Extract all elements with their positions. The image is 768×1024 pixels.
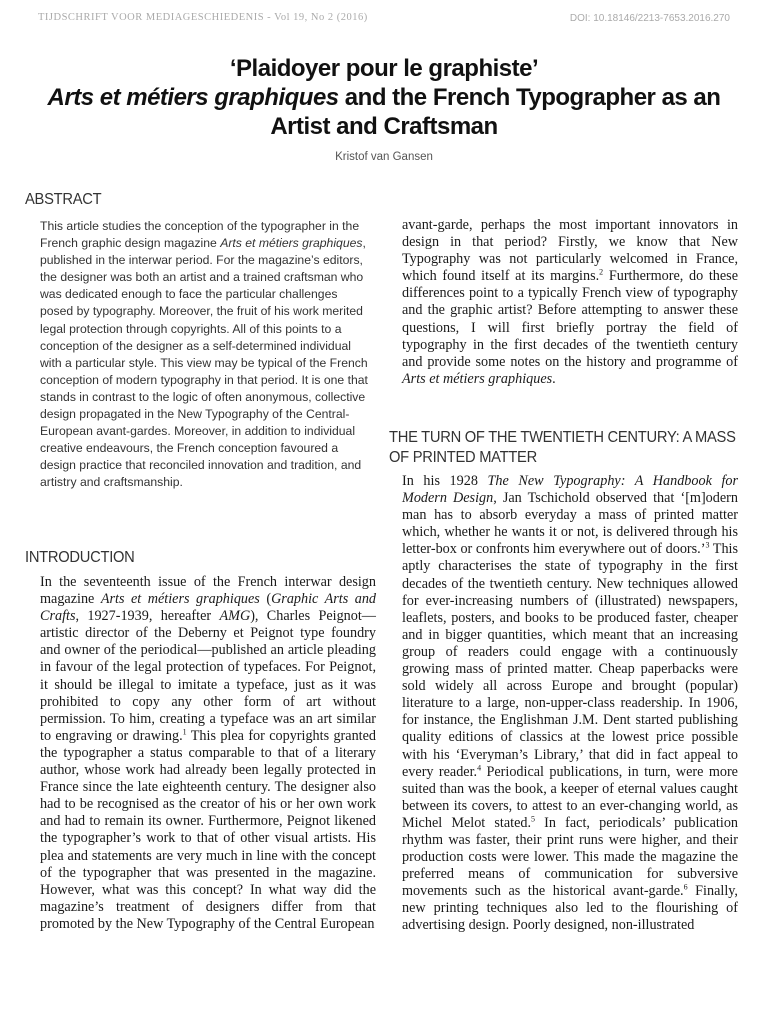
abstract-text (40, 218, 368, 492)
intro-text-3: , 1927-1939, hereafter (75, 608, 220, 625)
title-italic-part: Arts et métiers graphiques (47, 84, 339, 111)
abstract-part-1: This article studies the conception of the typographer in the French graphic design magazine (40, 219, 360, 251)
intro-text-5: This plea for copyrights granted the typographer a status comparable to that of a literary author, whose work had already been legally protected in France since the late eighteenth century. The designer also had to be recognised as the creator of his or her own work and had to remain its owner. Furthermore, Peignot likened the typographer’s work to that of other visual artists. His plea and statements are very much in line with the concept of the typographer that was presented in the magazine. However, what was this concept? In what way did the magazine’s treatment of designers differ from that promoted by the New Typography of the Central European (40, 727, 376, 932)
abstract-heading: ABSTRACT (25, 191, 102, 208)
s2-italic-1: The New Typography: A Handbook for Modern Design (402, 473, 739, 507)
intro-cont-2: Furthermore, do these differences point to a typically French view of typography and the graphic artist? Before attempting to answer these questions, I will first briefly portray the field of typography in the first decades of the twentieth century and provide some notes on the history and programme of (402, 268, 739, 370)
intro-italic-1: Arts et métiers graphiques (100, 591, 260, 608)
s2-text-4: Periodical publications, in turn, were more suited than was the book, a keeper of eternal values caught between its covers, to attest to an ever-changing world, as Michel Melot stated. (402, 763, 738, 831)
introduction-text-continued (402, 217, 738, 388)
section-2-heading: THE TURN OF THE TWENTIETH CENTURY: A MASS OF PRINTED MATTER (389, 429, 736, 466)
title-line-3: Artist and Craftsman (270, 113, 498, 140)
intro-italic-2: Graphic Arts and Crafts (40, 591, 377, 625)
footnote-ref-5[interactable]: 5 (531, 814, 536, 824)
section-2-text (402, 473, 738, 935)
footnote-ref-4[interactable]: 4 (477, 762, 482, 772)
footnote-ref-3[interactable]: 3 (705, 540, 710, 550)
journal-header: TIJDSCHRIFT VOOR MEDIAGESCHIEDENIS - Vol 19, No 2 (2016) (38, 12, 368, 23)
introduction-heading: INTRODUCTION (25, 549, 135, 566)
intro-text-1: In the seventeenth issue of the French interwar design magazine (40, 574, 376, 608)
s2-text-2: , Jan Tschichold observed that ‘[m]odern man has to absorb everyday a mass of printed matter which, whether he wants it or not, is delivered through his letter-box or confronts him everywhere out of doors.’ (402, 490, 738, 558)
abstract-part-2: , published in the interwar period. For the magazine’s editors, the designer was both an artist and a trained craftsman who was dedicated enough to face the particular challenges posed by typography. Moreover, the fruit of his work merited legal protection through copyrights. All of this points to a conception of the designer as a self-determined individual with a particular style. This view may be typical of the French conception of modern typography in that period. It is one that stands in contrast to the logic of often anonymous, collective design propagated in the New Typography of the Central-European avant-gardes. Moreover, in addition to individual creative endeavours, the French conception favoured a design practice that reconciled innovation and tradition, and artistry and craftsmanship. (40, 236, 368, 490)
abstract-italic: Arts et métiers graphiques (220, 236, 363, 251)
introduction-text (40, 574, 376, 933)
s2-text-5: In fact, periodicals’ publication rhythm was faster, their print runs were higher, and their production costs were lower. This made the magazine the preferred means of communication for subversive movements such as the historical avant-garde. (402, 814, 739, 900)
s2-text-1: In his 1928 (402, 473, 488, 489)
intro-text-2: ( (259, 591, 272, 608)
s2-text-3: This aptly characterises the state of typography in the first decades of the twentieth century. New techniques allowed for ever-increasing numbers of (illustrated) newspapers, leaflets, posters, and books to be produced faster, cheaper and in bigger quantities, which meant that an increasing group of readers could engage with a continuously growing mass of printed matter. Cheap paperbacks were sold widely all across Europe and brought (popular) literature to a large, non-upper-class readership. In 1906, for instance, the Englishman J.M. Dent started publishing quality editions of classics at the lowest price possible with his ‘Everyman’s Library,’ that did in fact appeal to every reader. (402, 541, 739, 780)
title-line-2-rest: and the French Typographer as an (338, 84, 721, 111)
intro-italic-3: AMG (219, 608, 251, 625)
title-line-2 (30, 83, 738, 112)
article-title (30, 54, 738, 141)
footnote-ref-6[interactable]: 6 (683, 882, 688, 892)
author-name: Kristof van Gansen (335, 151, 433, 163)
intro-cont-1: avant-garde, perhaps the most important innovators in design in that period? Firstly, we know that New Typography was not particularly welcomed in France, which found itself at its margins. (402, 217, 738, 285)
intro-text-4: ), Charles Peignot—artistic director of the Deberny et Peignot type foundry and owner of the periodical—published an article pleading in favour of the legal protection of typefaces. For Peignot, it should be illegal to imitate a typeface, just as it was prohibited to copy any other form of art without permission. To him, creating a typeface was an art similar to engraving or drawing. (40, 608, 376, 744)
footnote-ref-2[interactable]: 2 (599, 267, 604, 277)
intro-cont-italic: Arts et métiers graphiques (402, 370, 553, 387)
doi-label: DOI: 10.18146/2213-7653.2016.270 (569, 13, 730, 24)
s2-text-6: Finally, new printing techniques also led to the flourishing of advertising design. Poorly designed, non-illustrated (402, 883, 738, 934)
title-line-1: ‘Plaidoyer pour le graphiste’ (229, 55, 539, 82)
footnote-ref-1[interactable]: 1 (182, 727, 187, 737)
intro-cont-3: . (552, 370, 556, 387)
